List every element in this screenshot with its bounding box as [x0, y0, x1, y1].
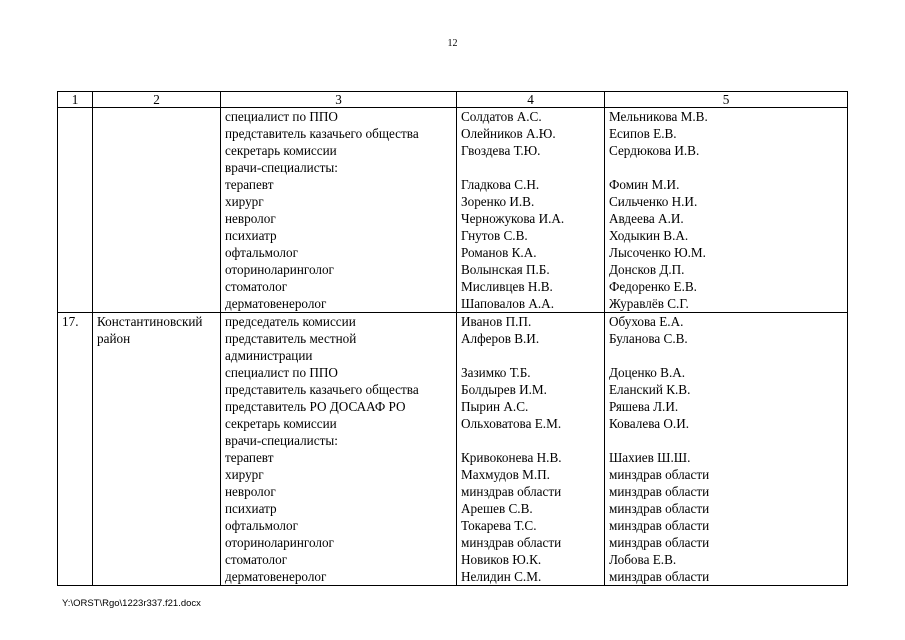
header-cell-2: 2 — [93, 92, 221, 108]
reserve-name: Доценко В.А. — [609, 365, 686, 380]
member-name: Иванов П.П. — [461, 314, 532, 329]
member-name: Олейников А.Ю. — [461, 126, 556, 141]
member-name — [461, 347, 604, 364]
header-cell-5: 5 — [605, 92, 848, 108]
reserve-name — [609, 432, 847, 449]
reserve-name: Мельникова М.В. — [609, 109, 708, 124]
member-name: Шаповалов А.А. — [461, 296, 554, 311]
reserve-name: Донсков Д.П. — [609, 262, 685, 277]
member-name: Гвоздева Т.Ю. — [461, 143, 541, 158]
page-number: 12 — [447, 38, 458, 49]
member-name: Нелидин С.М. — [461, 569, 542, 584]
member-cell — [457, 313, 605, 586]
role-line: офтальмолог — [225, 518, 298, 533]
reserve-name — [609, 347, 847, 364]
role-line: представитель казачьего общества — [225, 126, 419, 141]
header-cell-4: 4 — [457, 92, 605, 108]
member-name: Пырин А.С. — [461, 399, 529, 414]
reserve-name: минздрав области — [609, 518, 710, 533]
role-line: председатель комиссии — [225, 314, 356, 329]
header-cell-3: 3 — [221, 92, 457, 108]
header-cell-1: 1 — [58, 92, 93, 108]
reserve-name: Ряшева Л.И. — [609, 399, 679, 414]
header-row — [58, 92, 848, 108]
role-line: специалист по ППО — [225, 365, 338, 380]
table-body — [58, 108, 848, 586]
district-line: Константиновский — [97, 314, 203, 329]
row-number-cell — [58, 108, 93, 313]
role-line: секретарь комиссии — [225, 416, 337, 431]
member-name: Зоренко И.В. — [461, 194, 535, 209]
reserve-name: Шахиев Ш.Ш. — [609, 450, 691, 465]
role-line: представитель местной — [225, 331, 357, 346]
member-name: Ольховатова Е.М. — [461, 416, 562, 431]
role-line: офтальмолог — [225, 245, 298, 260]
member-name: Романов К.А. — [461, 245, 537, 260]
reserve-name: Ковалева О.И. — [609, 416, 690, 431]
member-name — [461, 432, 604, 449]
member-name: Болдырев И.М. — [461, 382, 547, 397]
member-name: Алферов В.И. — [461, 331, 540, 346]
role-line: представитель РО ДОСААФ РО — [225, 399, 406, 414]
member-name: Солдатов А.С. — [461, 109, 542, 124]
role-line: невролог — [225, 484, 276, 499]
district-line: район — [97, 331, 131, 346]
district-cell — [93, 108, 221, 313]
role-line: дерматовенеролог — [225, 569, 327, 584]
role-line: врачи-специалисты: — [225, 433, 338, 448]
reserve-name: минздрав области — [609, 484, 710, 499]
member-name: Токарева Т.С. — [461, 518, 537, 533]
member-name: Новиков Ю.К. — [461, 552, 542, 567]
reserve-name: минздрав области — [609, 467, 710, 482]
reserve-name: минздрав области — [609, 535, 710, 550]
member-name: Махмудов М.П. — [461, 467, 550, 482]
reserve-cell — [605, 108, 848, 313]
member-name — [461, 159, 604, 176]
member-name: Черножукова И.А. — [461, 211, 565, 226]
row-number: 17. — [62, 314, 79, 329]
member-name: минздрав области — [461, 484, 562, 499]
table-row — [58, 108, 848, 313]
reserve-name: Есипов Е.В. — [609, 126, 677, 141]
role-line: секретарь комиссии — [225, 143, 337, 158]
reserve-name: минздрав области — [609, 569, 710, 584]
reserve-name: минздрав области — [609, 501, 710, 516]
role-line: оториноларинголог — [225, 535, 334, 550]
footer-file-path: Y:\ORST\Rgo\1223r337.f21.docx — [62, 598, 201, 609]
role-line: представитель казачьего общества — [225, 382, 419, 397]
reserve-name: Ходыкин В.А. — [609, 228, 689, 243]
reserve-cell — [605, 313, 848, 586]
role-line: психиатр — [225, 501, 277, 516]
role-line: хирург — [225, 194, 264, 209]
reserve-name: Сильченко Н.И. — [609, 194, 698, 209]
member-name: Гладкова С.Н. — [461, 177, 540, 192]
reserve-name: Лысоченко Ю.М. — [609, 245, 706, 260]
role-cell — [221, 313, 457, 586]
role-line: терапевт — [225, 177, 274, 192]
row-number — [62, 108, 92, 125]
member-name: Арешев С.В. — [461, 501, 533, 516]
commission-table — [57, 91, 848, 586]
member-name: Мисливцев Н.В. — [461, 279, 553, 294]
member-cell — [457, 108, 605, 313]
member-name: Гнутов С.В. — [461, 228, 528, 243]
member-name: минздрав области — [461, 535, 562, 550]
reserve-name: Федоренко Е.В. — [609, 279, 697, 294]
table-row — [58, 313, 848, 586]
role-line: стоматолог — [225, 552, 288, 567]
role-line: терапевт — [225, 450, 274, 465]
role-line: специалист по ППО — [225, 109, 338, 124]
role-line: оториноларинголог — [225, 262, 334, 277]
role-line: невролог — [225, 211, 276, 226]
reserve-name: Еланский К.В. — [609, 382, 691, 397]
reserve-name — [609, 159, 847, 176]
member-name: Кривоконева Н.В. — [461, 450, 562, 465]
reserve-name: Авдеева А.И. — [609, 211, 684, 226]
role-line: врачи-специалисты: — [225, 160, 338, 175]
reserve-name: Лобова Е.В. — [609, 552, 677, 567]
district-cell — [93, 313, 221, 586]
role-line: психиатр — [225, 228, 277, 243]
role-line: администрации — [225, 348, 313, 363]
role-line: стоматолог — [225, 279, 288, 294]
member-name: Зазимко Т.Б. — [461, 365, 531, 380]
role-cell — [221, 108, 457, 313]
reserve-name: Обухова Е.А. — [609, 314, 684, 329]
role-line: дерматовенеролог — [225, 296, 327, 311]
reserve-name: Сердюкова И.В. — [609, 143, 700, 158]
row-number-cell — [58, 313, 93, 586]
reserve-name: Фомин М.И. — [609, 177, 680, 192]
role-line: хирург — [225, 467, 264, 482]
member-name: Волынская П.Б. — [461, 262, 550, 277]
reserve-name: Журавлёв С.Г. — [609, 296, 689, 311]
reserve-name: Буланова С.В. — [609, 331, 688, 346]
